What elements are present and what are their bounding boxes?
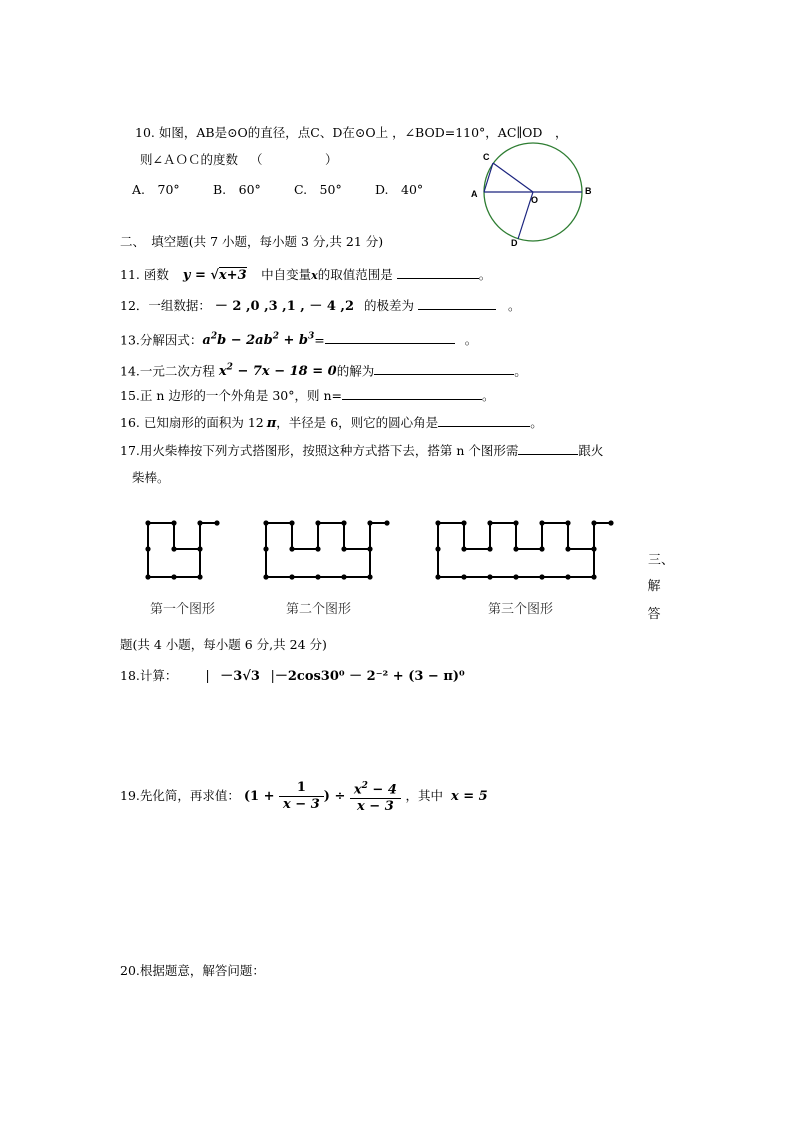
q19-where: ，其中: [405, 788, 443, 804]
caption-figure-3: 第三个图形: [488, 601, 554, 616]
q12: [120, 297, 520, 316]
matchstick-head: [591, 546, 596, 551]
q12-prefix: 12．一组数据：: [120, 298, 211, 313]
matchstick-head: [384, 520, 389, 525]
matchstick-head: [591, 574, 596, 579]
matchstick-head: [435, 520, 440, 525]
matchstick-head: [145, 574, 150, 579]
matchstick-head: [171, 574, 176, 579]
q19-cond: x = 5: [450, 789, 488, 805]
q15-answer-blank[interactable]: [342, 387, 482, 400]
q19-frac-1: $\frac{1}{x - 3}$: [279, 780, 324, 813]
section2-title: [120, 233, 383, 251]
q11-formula-radicand: x+3: [218, 268, 247, 283]
matchstick-head: [341, 520, 346, 525]
q10-option-c: C. 50°: [293, 182, 342, 197]
q13-end: 。: [464, 332, 478, 348]
q10-line2: [140, 151, 337, 169]
matchstick-head: [435, 574, 440, 579]
q19: [120, 778, 488, 815]
q12-suffix: 的极差为: [363, 298, 414, 313]
matchstick-head: [289, 546, 294, 551]
q14-answer-blank[interactable]: [374, 362, 514, 375]
q18-rest: －2cos30⁰ － 2⁻² + (3 − π)⁰: [274, 669, 465, 684]
matchstick-head: [487, 574, 492, 579]
q17-text: 17.用火柴棒按下列方式搭图形，按照这种方式搭下去，搭第 n 个图形需: [120, 443, 519, 458]
matchstick-head: [197, 574, 202, 579]
q19-frac-2: $\frac{x^2 - 4}{x - 3}$: [350, 778, 401, 815]
matchstick-head: [145, 546, 150, 551]
matchstick-head: [263, 520, 268, 525]
q20: [120, 962, 265, 980]
q12-data: － 2 ,0 ,3 ,1 , － 4 ,2: [214, 299, 354, 314]
q10-answer-paren: （ ）: [249, 152, 338, 167]
q20-text: 20.根据题意，解答问题：: [120, 963, 265, 978]
q13: [120, 328, 477, 350]
q11-formula: [183, 268, 251, 283]
matchstick-head: [435, 546, 440, 551]
q12-end: 。: [507, 298, 521, 313]
q11-formula-eq: =: [194, 268, 206, 283]
q18-abs-right: |: [270, 669, 275, 684]
matchstick-figure-3: [435, 520, 613, 579]
q18-abs-inner: －3√3: [220, 669, 260, 684]
matchstick-head: [367, 520, 372, 525]
matchstick-figures: [140, 515, 660, 590]
q10-options: [132, 181, 423, 199]
q11-formula-y: y: [182, 268, 191, 283]
q10-option-d: D. 40°: [374, 182, 424, 197]
matchstick-head: [315, 574, 320, 579]
q17-line1: [120, 442, 603, 460]
matchstick-head: [539, 546, 544, 551]
q15: [120, 387, 495, 405]
q13-eq: =: [314, 332, 325, 348]
section3-heading: 题(共 4 小题，每小题 6 分,共 24 分): [120, 637, 327, 652]
q18: [120, 667, 465, 686]
q11-var: x: [311, 269, 318, 282]
matchstick-figure-2: [263, 520, 389, 579]
matchstick-head: [487, 520, 492, 525]
matchstick-head: [367, 546, 372, 551]
q14-suffix: 的解为: [336, 363, 375, 379]
matchstick-head: [315, 520, 320, 525]
section3-char-3: 答: [647, 607, 661, 622]
q11-end: 。: [478, 267, 492, 282]
q16-suffix: ，半径是 6，则它的圆心角是: [276, 415, 439, 430]
matchstick-head: [263, 574, 268, 579]
q13-prefix: 13.分解因式：: [120, 332, 203, 348]
matchstick-head: [171, 546, 176, 551]
matchstick-head: [461, 574, 466, 579]
q14-end: 。: [514, 363, 527, 379]
matchstick-head: [263, 546, 268, 551]
q16-prefix: 16. 已知扇形的面积为 12: [120, 415, 264, 430]
q19-formula: (1 + $\frac{1}{x - 3}$ ) ÷ $\frac{x^2 - 4}{x - 3}$: [244, 789, 406, 804]
q17-line2: [132, 469, 170, 487]
section3-char-2: 解: [647, 579, 661, 594]
matchstick-head: [214, 520, 219, 525]
label-a: A: [471, 189, 478, 199]
q19-prefix: 19.先化简，再求值：: [120, 788, 240, 804]
matchstick-head: [367, 574, 372, 579]
matchstick-head: [539, 520, 544, 525]
matchstick-head: [513, 520, 518, 525]
matchstick-head: [315, 546, 320, 551]
q14-formula: $x^2 - 7x - 18 = 0$: [218, 363, 337, 380]
section3-char-1: 三、: [647, 553, 674, 568]
radius-oc: [493, 163, 533, 192]
matchstick-head: [289, 520, 294, 525]
matchstick-head: [608, 520, 613, 525]
q18-abs-left: |: [205, 669, 210, 684]
q11-suffix2: 的取值范围是: [317, 267, 393, 282]
sqrt-sign: √: [210, 268, 219, 283]
q18-formula: [205, 669, 464, 684]
matchstick-head: [171, 520, 176, 525]
label-c: C: [483, 152, 490, 162]
matchstick-head: [341, 546, 346, 551]
label-d: D: [511, 238, 518, 248]
matchstick-head: [513, 574, 518, 579]
q16-answer-blank[interactable]: [438, 414, 530, 427]
q13-answer-blank[interactable]: [325, 331, 455, 344]
matchstick-figure-1: [145, 520, 219, 579]
matchstick-head: [565, 574, 570, 579]
q11-suffix: 中自变量: [261, 267, 312, 282]
section2-heading: 二、 填空题(共 7 小题，每小题 3 分,共 21 分): [120, 234, 384, 249]
label-o: O: [531, 195, 539, 205]
q10-text: 10. 如图，AB是⊙O的直径，点C、D在⊙O上 ，∠BOD=110°，AC∥OD ，: [135, 125, 568, 140]
q10-option-b: B. 60°: [212, 182, 261, 197]
matchstick-head: [341, 574, 346, 579]
q16: [120, 414, 543, 433]
matchstick-head: [565, 546, 570, 551]
section3-title: [120, 636, 327, 654]
q11-answer-blank[interactable]: [397, 266, 479, 279]
q17-suffix: 跟火: [578, 443, 604, 458]
q16-end: 。: [530, 415, 543, 430]
matchstick-head: [461, 520, 466, 525]
q10-option-a: A. 70°: [132, 182, 180, 197]
matchstick-head: [289, 574, 294, 579]
matchstick-head: [197, 520, 202, 525]
q12-answer-blank[interactable]: [418, 297, 496, 310]
matchstick-head: [591, 520, 596, 525]
q11-prefix: 11. 函数: [120, 267, 169, 282]
caption-figure-2: 第二个图形: [286, 601, 352, 616]
q18-prefix: 18.计算：: [120, 668, 178, 683]
chord-ac: [484, 163, 493, 192]
label-b: B: [585, 186, 592, 196]
q16-pi: π: [266, 416, 277, 431]
q11: [120, 266, 491, 285]
matchstick-head: [197, 546, 202, 551]
q14-prefix: 14.一元二次方程: [120, 363, 215, 379]
matchstick-head: [565, 520, 570, 525]
circle-figure: [466, 140, 606, 250]
caption-figure-1: 第一个图形: [150, 601, 216, 616]
matchstick-head: [487, 546, 492, 551]
q17-text-cont: 柴棒。: [132, 470, 170, 485]
matchstick-head: [145, 520, 150, 525]
q14: [120, 359, 527, 381]
q15-end: 。: [482, 388, 495, 403]
q17-answer-blank[interactable]: [518, 442, 578, 455]
matchstick-head: [539, 574, 544, 579]
matchstick-head: [461, 546, 466, 551]
q15-text: 15.正 n 边形的一个外角是 30°，则 n=: [120, 388, 343, 403]
matchstick-head: [513, 546, 518, 551]
q13-formula: $a^2b - 2ab^2 + b^3$: [202, 332, 315, 349]
q10-question: 则∠ＡＯＣ的度数: [140, 152, 238, 167]
